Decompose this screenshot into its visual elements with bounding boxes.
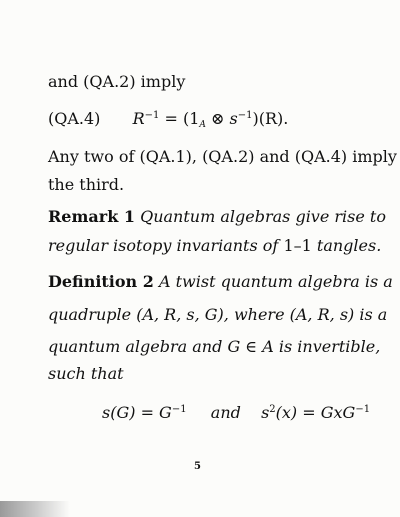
- remark-line-1: Remark 1 Quantum algebras give rise to: [48, 207, 386, 226]
- equation-qa4: (QA.4) $R^{-1} = (1_A$ ⊗ $s^{-1})(R)$.: [48, 109, 289, 130]
- definition-line-2: quadruple (A, R, s, G), where (A, R, s) is a: [48, 305, 388, 324]
- definition-line-3: quantum algebra and G ∈ A is invertible,: [48, 337, 381, 356]
- definition-heading: Definition 2: [48, 272, 154, 291]
- definition-line-1: Definition 2 A twist quantum algebra is a: [48, 272, 393, 291]
- text-line-3: Any two of (QA.1), (QA.2) and (QA.4) imply: [48, 147, 397, 166]
- equation-twist: $s(G) = G^{-1}$ and $s^2(x) = GxG^{-1}$: [102, 403, 371, 422]
- equation-label: (QA.4): [48, 109, 101, 128]
- text-line-4: the third.: [48, 175, 125, 194]
- definition-line-4: such that: [48, 364, 124, 383]
- page-number: 5: [194, 461, 201, 472]
- remark-heading: Remark 1: [48, 207, 135, 226]
- remark-line-2: regular isotopy invariants of 1–1 tangles.: [48, 236, 382, 255]
- scan-shadow: [0, 501, 70, 517]
- text-line-1: and (QA.2) imply: [48, 72, 186, 91]
